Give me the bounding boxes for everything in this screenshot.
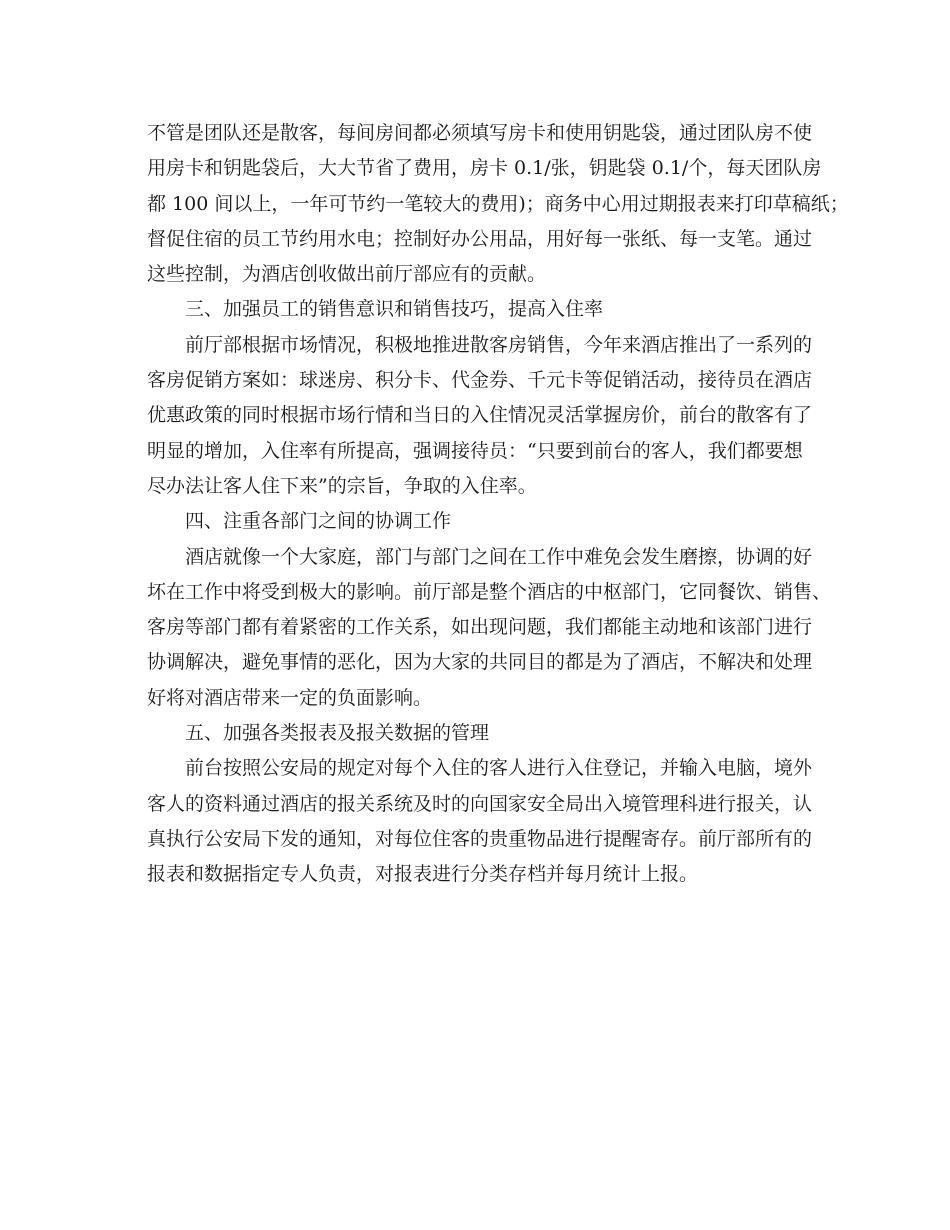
section-heading-reports [147, 716, 817, 751]
text-line: 前台按照公安局的规定对每个入住的客人进行入住登记，并输入电脑，境外 [185, 757, 813, 780]
text-line: 报表和数据指定专人负责，对报表进行分类存档并每月统计上报。 [147, 863, 699, 886]
paragraph-sales [147, 328, 817, 504]
text-line: 这些控制，为酒店创收做出前厅部应有的贡献。 [147, 263, 547, 286]
text-line: 用房卡和钥匙袋后，大大节省了费用，房卡 0.1/张，钥匙袋 0.1/个，每天团队房 [147, 157, 822, 180]
text-line: 客房等部门都有着紧密的工作关系，如出现问题，我们都能主动地和该部门进行 [147, 616, 813, 639]
text-line: 客房促销方案如：球迷房、积分卡、代金券、千元卡等促销活动，接待员在酒店 [147, 369, 813, 392]
document-body [147, 116, 849, 893]
section-heading-coordination [147, 504, 817, 539]
text-line: 坏在工作中将受到极大的影响。前厅部是整个酒店的中枢部门，它同餐饮、销售、 [147, 580, 832, 603]
section-heading-sales [147, 292, 817, 327]
text-line: 酒店就像一个大家庭，部门与部门之间在工作中难免会发生磨擦，协调的好 [185, 545, 813, 568]
text-line: 明显的增加，入住率有所提高，强调接待员：“只要到前台的客人，我们都要想 [147, 439, 803, 462]
section-heading: 三、加强员工的销售意识和销售技巧，提高入住率 [185, 298, 604, 321]
text-line: 真执行公安局下发的通知，对每位住客的贵重物品进行提醒寄存。前厅部所有的 [147, 827, 813, 850]
text-line: 好将对酒店带来一定的负面影响。 [147, 686, 433, 709]
text-line: 客人的资料通过酒店的报关系统及时的向国家安全局出入境管理科进行报关，认 [147, 792, 813, 815]
text-line: 协调解决，避免事情的恶化，因为大家的共同目的都是为了酒店，不解决和处理 [147, 651, 813, 674]
paragraph-cost-control [147, 116, 849, 292]
text-line: 都 100 间以上，一年可节约一笔较大的费用)；商务中心用过期报表来打印草稿纸； [147, 192, 849, 215]
paragraph-coordination [147, 540, 832, 716]
text-line: 督促住宿的员工节约用水电；控制好办公用品，用好每一张纸、每一支笔。通过 [147, 227, 813, 250]
paragraph-reports [147, 751, 817, 892]
section-heading: 五、加强各类报表及报关数据的管理 [185, 722, 490, 745]
text-line: 前厅部根据市场情况，积极地推进散客房销售，今年来酒店推出了一系列的 [185, 333, 813, 356]
section-heading: 四、注重各部门之间的协调工作 [185, 510, 452, 533]
text-line: 尽办法让客人住下来”的宗旨，争取的入住率。 [147, 474, 537, 497]
text-line: 不管是团队还是散客，每间房间都必须填写房卡和使用钥匙袋，通过团队房不使 [147, 122, 813, 144]
text-line: 优惠政策的同时根据市场行情和当日的入住情况灵活掌握房价，前台的散客有了 [147, 404, 813, 427]
